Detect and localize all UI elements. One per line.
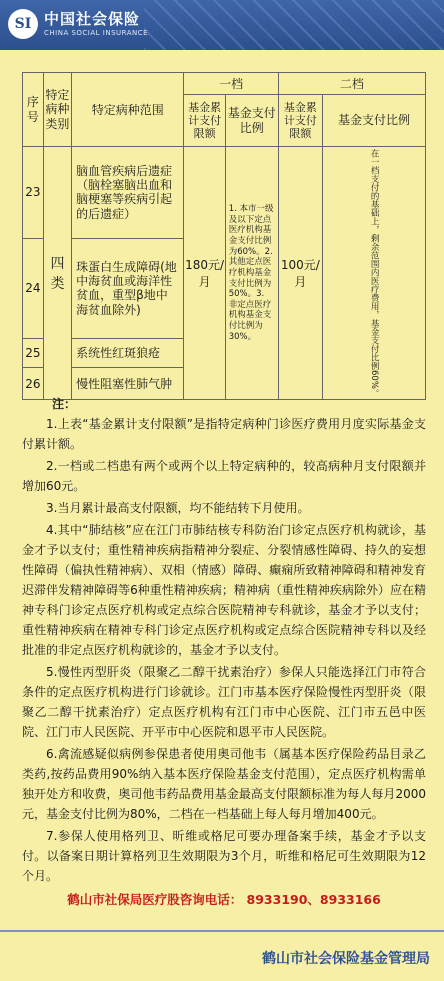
- header-seq: 序号: [23, 73, 44, 147]
- disease-name: 脑血管疾病后遗症（脑栓塞脑出血和脑梗塞等疾病引起的后遗症）: [72, 147, 184, 239]
- header-tier2-limit: 基金累计支付限额: [278, 95, 322, 147]
- hotline-text: 鹤山市社保局医疗股咨询电话： 8933190、8933166: [67, 892, 381, 907]
- tier1-limit-cell: 180元/月: [184, 147, 225, 400]
- note-item: 7.参保人使用格列卫、昕维或格尼可要办理备案手续，基金才予以支付。以备案日期计算格列卫生效期限为3个月，昕维和格尼可生效期限为12个月。: [22, 829, 426, 883]
- header-tier1-ratio: 基金支付比例: [225, 95, 278, 147]
- tier2-limit-cell: 100元/月: [278, 147, 322, 400]
- table-row: [23, 147, 426, 239]
- note-item: 2.一档或二档患有两个或两个以上特定病种的，较高病种月支付限额并增加60元。: [22, 459, 426, 493]
- note-item: 4.其中“肺结核”应在江门市肺结核专科防治门诊定点医疗机构就诊，基金才予以支付；重性精神疾病指精神分裂症、分裂情感性障碍、持久的妄想性障碍（偏执性精神病）、双相（情感）障碍、癫痫所致精神障碍和精神发育迟滞伴发精神障碍等6种重性精神疾病；精神病（重性精神疾病除外）应在精神专科门诊定点医疗机构或定点综合医院精神专科就诊，基金才予以支付；重性精神疾病在精神专科门诊定点医疗机构或定点综合医院精神专科以及经批准的非定点医疗机构就诊的，基金才予以支付。: [22, 523, 426, 657]
- header-tier2-ratio: 基金支付比例: [323, 95, 426, 147]
- tier2-ratio-cell: 在一档支付的基础上，剩余范围内医疗费用，基金支付比例60%。: [323, 147, 426, 400]
- row-number: 25: [23, 338, 44, 367]
- notes-lead: 注：: [52, 397, 77, 411]
- note-item: 3.当月累计最高支付限额，均不能结转下月使用。: [46, 501, 310, 515]
- logo-mark: SI: [14, 16, 32, 32]
- page-content: [0, 50, 444, 930]
- header-pattern: [144, 0, 444, 50]
- footer: [0, 930, 444, 981]
- disease-name: 系统性红斑狼疮: [72, 338, 184, 367]
- tier1-ratio-cell: 1. 本市一级及以下定点医疗机构基金支付比例为60%。2. 其他定点医疗机构基金支付比例为50%。3. 非定点医疗机构基金支付比例为30%。: [225, 147, 278, 400]
- note-item: 1.上表“基金累计支付限额”是指特定病种门诊医疗费用月度实际基金支付累计额。: [22, 417, 426, 451]
- disease-name: 珠蛋白生成障碍(地中海贫血或海洋性贫血，重型β地中海贫血除外): [72, 238, 184, 338]
- header-category: 特定病种类别: [43, 73, 71, 147]
- header-tier1: 一档: [184, 73, 278, 95]
- social-insurance-logo-icon: [8, 9, 38, 39]
- row-number: 23: [23, 147, 44, 239]
- header-banner: [0, 0, 444, 50]
- disease-table: [22, 72, 426, 400]
- notes-section: [22, 394, 426, 912]
- logo-title-cn: 中国社会保险: [44, 10, 141, 28]
- header-tier1-limit: 基金累计支付限额: [184, 95, 225, 147]
- note-item: 5.慢性丙型肝炎（限聚乙二醇干扰素治疗）参保人只能选择江门市符合条件的定点医疗机构进行门诊就诊。江门市基本医疗保险慢性丙型肝炎（限聚乙二醇干扰素治疗）定点医疗机构有江门市中心医院、江门市五邑中医院、江门市人民医院、开平市中心医院和恩平市人民医院。: [22, 665, 426, 739]
- row-number: 26: [23, 368, 44, 400]
- note-item: 6.禽流感疑似病例参保患者使用奥司他韦（属基本医疗保险药品目录乙类药,按药品费用90%纳入基本医疗保险基金支付范围），定点医疗机构需单独开处方和收费，奥司他韦药品费用基金最高支付限额标准为每人每月2000元，基金支付比例为80%，二档在一档基础上每人每月增加400元。: [22, 747, 426, 821]
- category-cell: 四类: [43, 147, 71, 400]
- disease-name: 慢性阻塞性肺气肿: [72, 368, 184, 400]
- logo-title-en: CHINA SOCIAL INSURANCE: [44, 29, 149, 37]
- row-number: 24: [23, 238, 44, 338]
- header-range: 特定病种范围: [72, 73, 184, 147]
- footer-org: 鹤山市社会保险基金管理局: [262, 951, 430, 967]
- header-tier2: 二档: [278, 73, 425, 95]
